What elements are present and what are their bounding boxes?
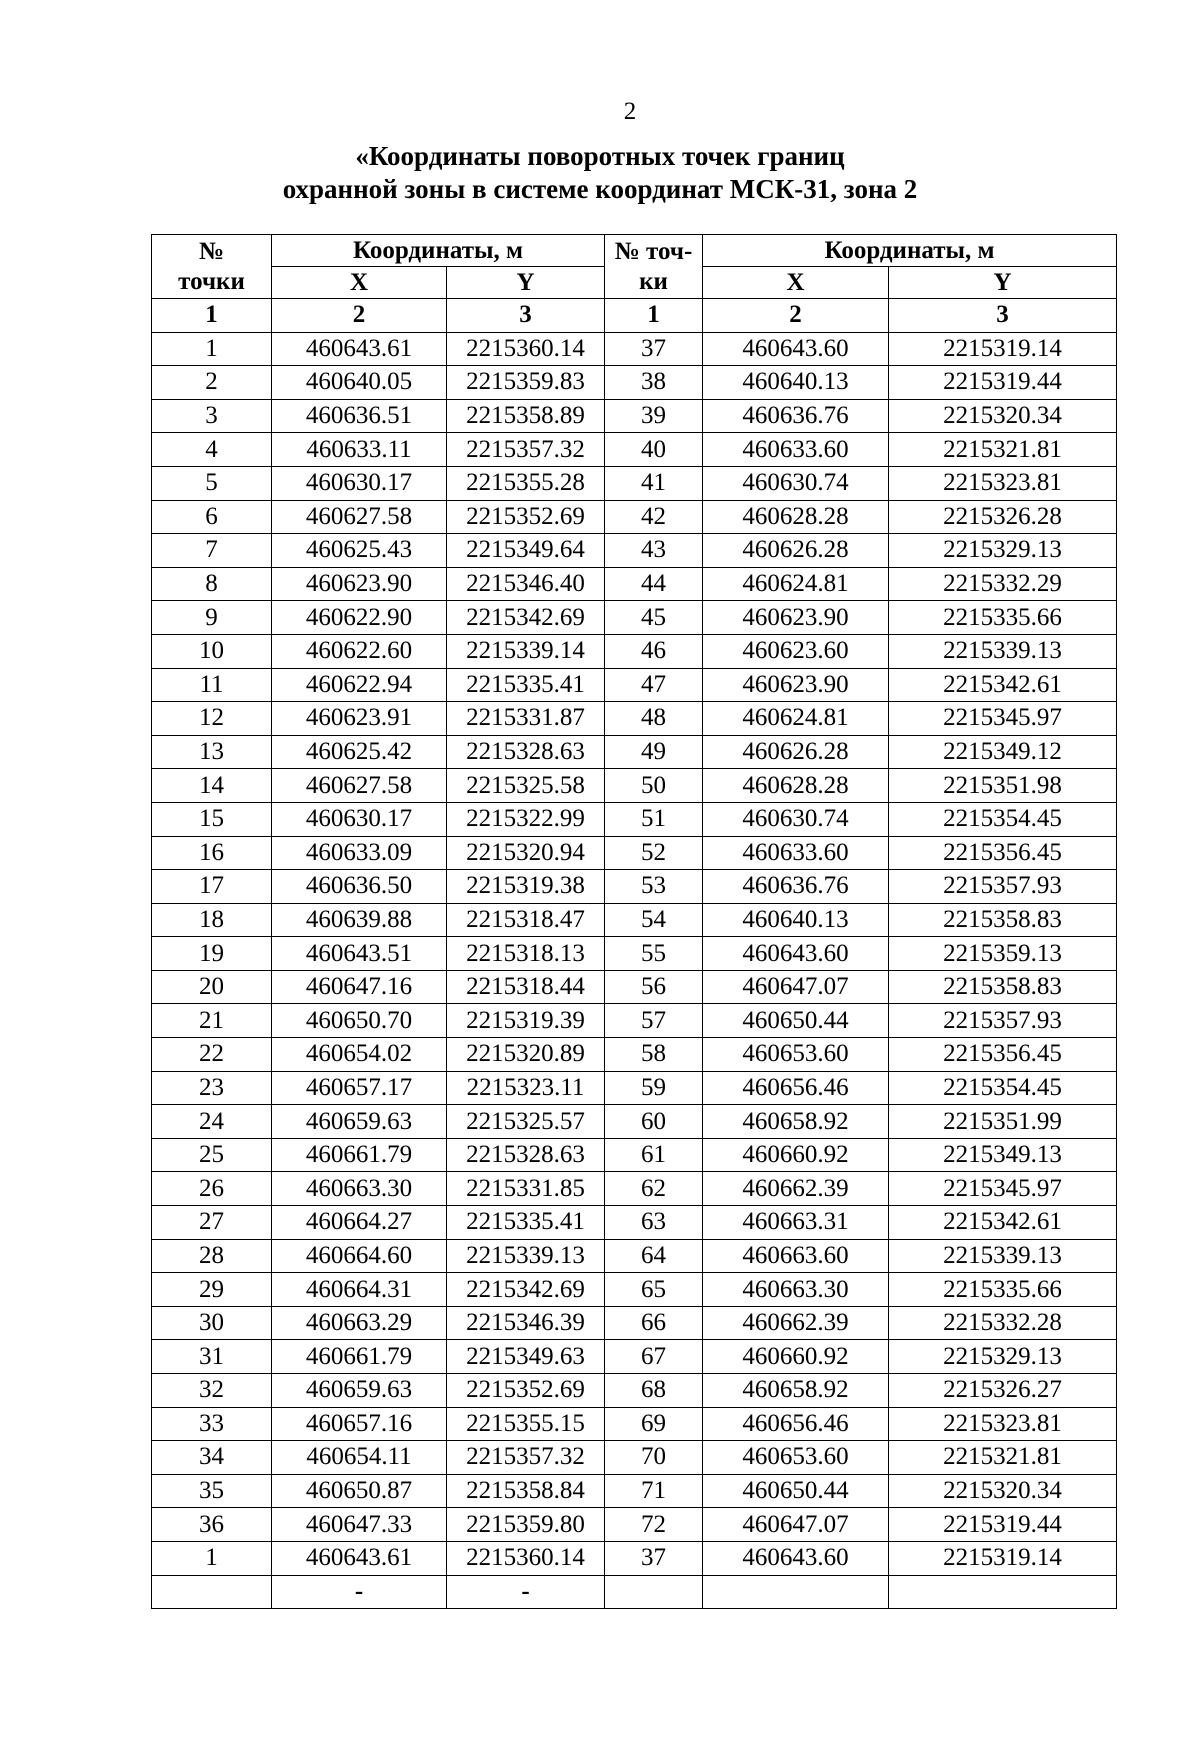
cell-y-left: 2215331.85 [447, 1172, 605, 1206]
table-row [152, 1138, 1117, 1172]
cell-x-left: 460630.17 [272, 802, 447, 836]
cell-point-no-right: 71 [605, 1474, 703, 1508]
cell-x-right: 460656.46 [703, 1071, 889, 1105]
cell-x-right: 460626.28 [703, 534, 889, 568]
header-x-right: X [703, 267, 889, 299]
cell-x-left: 460623.90 [272, 567, 447, 601]
cell-y-right: 2215356.45 [889, 836, 1117, 870]
cell-point-no-left: 7 [152, 534, 272, 568]
cell-point-no-left: 31 [152, 1340, 272, 1374]
cell-x-left: 460647.16 [272, 970, 447, 1004]
header-point-no-left-top: № [198, 237, 225, 265]
cell-point-no-right: 43 [605, 534, 703, 568]
cell-point-no-right: 49 [605, 735, 703, 769]
cell-point-no-left: 2 [152, 366, 272, 400]
cell-x-right: 460663.30 [703, 1273, 889, 1307]
table-row [152, 567, 1117, 601]
cell-y-right: 2215320.34 [889, 1474, 1117, 1508]
cell-x-left: 460650.87 [272, 1474, 447, 1508]
cell-y-left: 2215357.32 [447, 1441, 605, 1475]
header-y-left: Y [447, 267, 605, 299]
cell-point-no-right: 72 [605, 1508, 703, 1542]
table-row [152, 1172, 1117, 1206]
cell-point-no-right: 57 [605, 1004, 703, 1038]
colnum-1-right: 1 [605, 299, 703, 333]
cell-point-no-left: 11 [152, 668, 272, 702]
header-row-1 [152, 235, 1117, 267]
cell-y-right: 2215354.45 [889, 1071, 1117, 1105]
cell-x-right: 460662.39 [703, 1172, 889, 1206]
cell-x-left: 460659.63 [272, 1374, 447, 1408]
cell-point-no-left: 36 [152, 1508, 272, 1542]
cell-x-right: 460658.92 [703, 1105, 889, 1139]
table-row [152, 1071, 1117, 1105]
cell-x-right: 460662.39 [703, 1306, 889, 1340]
page-number: 2 [623, 98, 637, 125]
cell-x-left: 460661.79 [272, 1340, 447, 1374]
cell-y-right: 2215359.13 [889, 937, 1117, 971]
colnum-3-right: 3 [889, 299, 1117, 333]
cell-x-right: 460636.76 [703, 870, 889, 904]
table-row [152, 802, 1117, 836]
cell-x-left: 460636.51 [272, 399, 447, 433]
cell-x-left: 460654.11 [272, 1441, 447, 1475]
cell-x-left: 460647.33 [272, 1508, 447, 1542]
cell-point-no-right: 67 [605, 1340, 703, 1374]
cell-x-right: 460630.74 [703, 802, 889, 836]
cell-x-right: 460643.60 [703, 937, 889, 971]
cell-point-no-left: 16 [152, 836, 272, 870]
cell-point-no-right: 59 [605, 1071, 703, 1105]
cell-y-left: 2215346.39 [447, 1306, 605, 1340]
cell-point-no-right: 44 [605, 567, 703, 601]
cell-x-left: 460639.88 [272, 903, 447, 937]
header-point-no-right-top: № точ- [614, 237, 693, 265]
cell-y-left: 2215357.32 [447, 433, 605, 467]
cell-point-no-left [152, 1575, 272, 1609]
cell-y-right: 2215354.45 [889, 802, 1117, 836]
cell-point-no-right: 37 [605, 1541, 703, 1575]
cell-y-left: 2215339.13 [447, 1239, 605, 1273]
cell-point-no-right: 45 [605, 601, 703, 635]
table-row [152, 466, 1117, 500]
cell-x-right: 460656.46 [703, 1407, 889, 1441]
table-row [152, 399, 1117, 433]
cell-point-no-left: 8 [152, 567, 272, 601]
colnum-1-left: 1 [152, 299, 272, 333]
cell-y-left: 2215352.69 [447, 1374, 605, 1408]
table-row [152, 1038, 1117, 1072]
cell-x-right: 460640.13 [703, 366, 889, 400]
cell-y-right: 2215332.28 [889, 1306, 1117, 1340]
cell-point-no-right: 62 [605, 1172, 703, 1206]
cell-point-no-left: 18 [152, 903, 272, 937]
cell-y-right: 2215351.98 [889, 769, 1117, 803]
cell-x-left: 460630.17 [272, 466, 447, 500]
cell-point-no-left: 13 [152, 735, 272, 769]
cell-x-left: 460659.63 [272, 1105, 447, 1139]
cell-point-no-right: 37 [605, 332, 703, 366]
cell-x-right: 460663.60 [703, 1239, 889, 1273]
cell-y-left: 2215359.80 [447, 1508, 605, 1542]
cell-x-right: 460653.60 [703, 1038, 889, 1072]
cell-x-left: 460663.29 [272, 1306, 447, 1340]
cell-point-no-left: 3 [152, 399, 272, 433]
cell-point-no-left: 22 [152, 1038, 272, 1072]
cell-point-no-left: 4 [152, 433, 272, 467]
table-row [152, 668, 1117, 702]
title-line-2: охранной зоны в системе координат МСК-31, зона 2 [282, 174, 918, 204]
cell-point-no-left: 5 [152, 466, 272, 500]
cell-x-right: 460628.28 [703, 769, 889, 803]
table-row [152, 1105, 1117, 1139]
cell-x-left: 460664.27 [272, 1206, 447, 1240]
cell-y-right: 2215351.99 [889, 1105, 1117, 1139]
cell-x-left: 460622.90 [272, 601, 447, 635]
table-row [152, 534, 1117, 568]
cell-y-right: 2215339.13 [889, 634, 1117, 668]
cell-y-left: 2215328.63 [447, 1138, 605, 1172]
cell-x-left: 460661.79 [272, 1138, 447, 1172]
colnum-2-left: 2 [272, 299, 447, 333]
cell-x-left: 460627.58 [272, 769, 447, 803]
cell-point-no-left: 1 [152, 332, 272, 366]
cell-point-no-right: 48 [605, 702, 703, 736]
cell-y-left: 2215352.69 [447, 500, 605, 534]
cell-point-no-left: 23 [152, 1071, 272, 1105]
cell-x-left: 460657.16 [272, 1407, 447, 1441]
cell-point-no-left: 19 [152, 937, 272, 971]
cell-point-no-left: 26 [152, 1172, 272, 1206]
cell-x-left: 460625.42 [272, 735, 447, 769]
cell-x-left: 460622.94 [272, 668, 447, 702]
cell-y-right: 2215329.13 [889, 534, 1117, 568]
table-row [152, 634, 1117, 668]
cell-y-left: 2215349.63 [447, 1340, 605, 1374]
cell-y-right: 2215321.81 [889, 433, 1117, 467]
cell-x-right: 460626.28 [703, 735, 889, 769]
cell-point-no-right: 40 [605, 433, 703, 467]
cell-x-right: 460647.07 [703, 1508, 889, 1542]
cell-y-left: 2215360.14 [447, 332, 605, 366]
cell-x-left: 460654.02 [272, 1038, 447, 1072]
cell-point-no-right: 38 [605, 366, 703, 400]
cell-x-right: 460623.90 [703, 668, 889, 702]
cell-x-left: 460627.58 [272, 500, 447, 534]
cell-y-right: 2215349.12 [889, 735, 1117, 769]
cell-point-no-right: 53 [605, 870, 703, 904]
cell-point-no-right: 63 [605, 1206, 703, 1240]
cell-y-left: 2215325.58 [447, 769, 605, 803]
table-row [152, 366, 1117, 400]
cell-point-no-right: 41 [605, 466, 703, 500]
header-point-no-right-bottom: ки [639, 267, 668, 295]
cell-y-right: 2215357.93 [889, 1004, 1117, 1038]
cell-y-left: 2215349.64 [447, 534, 605, 568]
cell-point-no-right: 60 [605, 1105, 703, 1139]
table-row [152, 1407, 1117, 1441]
header-point-no-left-bottom: точки [178, 267, 245, 295]
cell-y-right: 2215332.29 [889, 567, 1117, 601]
cell-x-right: 460640.13 [703, 903, 889, 937]
cell-x-left: 460650.70 [272, 1004, 447, 1038]
cell-point-no-left: 25 [152, 1138, 272, 1172]
cell-y-left: 2215318.44 [447, 970, 605, 1004]
cell-x-left: 460664.31 [272, 1273, 447, 1307]
cell-x-left: 460622.60 [272, 634, 447, 668]
header-y-right: Y [889, 267, 1117, 299]
cell-point-no-right: 51 [605, 802, 703, 836]
cell-point-no-right: 39 [605, 399, 703, 433]
cell-x-left: - [272, 1575, 447, 1609]
table-row [152, 769, 1117, 803]
cell-x-right: 460643.60 [703, 1541, 889, 1575]
cell-point-no-left: 27 [152, 1206, 272, 1240]
cell-point-no-left: 1 [152, 1541, 272, 1575]
cell-y-right: 2215356.45 [889, 1038, 1117, 1072]
cell-y-right: 2215345.97 [889, 702, 1117, 736]
cell-y-right: 2215319.14 [889, 1541, 1117, 1575]
cell-y-left: - [447, 1575, 605, 1609]
cell-point-no-right: 55 [605, 937, 703, 971]
cell-x-left: 460657.17 [272, 1071, 447, 1105]
cell-point-no-left: 6 [152, 500, 272, 534]
cell-y-left: 2215359.83 [447, 366, 605, 400]
table-row-last [152, 1575, 1117, 1609]
cell-y-right: 2215323.81 [889, 1407, 1117, 1441]
table-row [152, 332, 1117, 366]
table-row [152, 1004, 1117, 1038]
cell-x-right: 460643.60 [703, 332, 889, 366]
cell-x-right: 460663.31 [703, 1206, 889, 1240]
cell-y-left: 2215342.69 [447, 1273, 605, 1307]
cell-x-right: 460647.07 [703, 970, 889, 1004]
cell-y-right: 2215326.28 [889, 500, 1117, 534]
cell-y-right: 2215319.44 [889, 366, 1117, 400]
cell-y-left: 2215323.11 [447, 1071, 605, 1105]
cell-y-left: 2215346.40 [447, 567, 605, 601]
document-title [0, 140, 1200, 206]
cell-point-no-right: 68 [605, 1374, 703, 1408]
cell-point-no-left: 21 [152, 1004, 272, 1038]
cell-y-right: 2215342.61 [889, 1206, 1117, 1240]
cell-point-no-left: 17 [152, 870, 272, 904]
cell-y-left: 2215335.41 [447, 668, 605, 702]
cell-point-no-right: 58 [605, 1038, 703, 1072]
cell-x-right: 460660.92 [703, 1138, 889, 1172]
cell-x-right: 460658.92 [703, 1374, 889, 1408]
table-row [152, 1474, 1117, 1508]
cell-x-right: 460623.60 [703, 634, 889, 668]
cell-y-right: 2215349.13 [889, 1138, 1117, 1172]
cell-y-right: 2215323.81 [889, 466, 1117, 500]
cell-y-left: 2215358.89 [447, 399, 605, 433]
cell-x-right: 460650.44 [703, 1004, 889, 1038]
cell-x-left: 460633.09 [272, 836, 447, 870]
cell-point-no-left: 14 [152, 769, 272, 803]
cell-point-no-right: 65 [605, 1273, 703, 1307]
cell-point-no-left: 24 [152, 1105, 272, 1139]
cell-y-right: 2215329.13 [889, 1340, 1117, 1374]
table-row [152, 735, 1117, 769]
cell-y-left: 2215355.15 [447, 1407, 605, 1441]
table-row [152, 1508, 1117, 1542]
cell-y-left: 2215355.28 [447, 466, 605, 500]
cell-point-no-right: 64 [605, 1239, 703, 1273]
header-coords-right: Координаты, м [703, 235, 1117, 267]
cell-y-right: 2215357.93 [889, 870, 1117, 904]
cell-y-left: 2215319.38 [447, 870, 605, 904]
cell-y-left: 2215322.99 [447, 802, 605, 836]
cell-point-no-left: 15 [152, 802, 272, 836]
table-row [152, 1206, 1117, 1240]
cell-x-right [703, 1575, 889, 1609]
cell-x-right: 460623.90 [703, 601, 889, 635]
cell-x-right: 460624.81 [703, 702, 889, 736]
cell-point-no-right: 52 [605, 836, 703, 870]
cell-point-no-right: 70 [605, 1441, 703, 1475]
header-column-numbers [152, 299, 1117, 333]
header-point-no-right [605, 235, 703, 299]
table-row [152, 1374, 1117, 1408]
cell-point-no-left: 28 [152, 1239, 272, 1273]
cell-x-right: 460633.60 [703, 433, 889, 467]
table-row [152, 1441, 1117, 1475]
cell-y-right: 2215320.34 [889, 399, 1117, 433]
cell-point-no-right: 50 [605, 769, 703, 803]
cell-point-no-left: 29 [152, 1273, 272, 1307]
cell-y-left: 2215342.69 [447, 601, 605, 635]
cell-point-no-right [605, 1575, 703, 1609]
cell-y-left: 2215360.14 [447, 1541, 605, 1575]
cell-point-no-right: 66 [605, 1306, 703, 1340]
table-row [152, 937, 1117, 971]
cell-y-left: 2215335.41 [447, 1206, 605, 1240]
cell-point-no-right: 69 [605, 1407, 703, 1441]
cell-x-left: 460643.51 [272, 937, 447, 971]
cell-point-no-right: 46 [605, 634, 703, 668]
coordinates-table [151, 234, 1117, 1609]
cell-y-right: 2215319.14 [889, 332, 1117, 366]
cell-point-no-left: 32 [152, 1374, 272, 1408]
cell-x-left: 460636.50 [272, 870, 447, 904]
cell-x-left: 460643.61 [272, 332, 447, 366]
cell-x-right: 460633.60 [703, 836, 889, 870]
table-row [152, 433, 1117, 467]
cell-y-right: 2215358.83 [889, 903, 1117, 937]
cell-x-right: 460630.74 [703, 466, 889, 500]
cell-x-left: 460664.60 [272, 1239, 447, 1273]
cell-x-left: 460633.11 [272, 433, 447, 467]
cell-y-right: 2215321.81 [889, 1441, 1117, 1475]
cell-x-left: 460625.43 [272, 534, 447, 568]
table-row [152, 1541, 1117, 1575]
table-row [152, 903, 1117, 937]
cell-y-right: 2215335.66 [889, 601, 1117, 635]
cell-point-no-left: 12 [152, 702, 272, 736]
cell-y-right: 2215326.27 [889, 1374, 1117, 1408]
colnum-3-left: 3 [447, 299, 605, 333]
table-row [152, 870, 1117, 904]
cell-y-left: 2215331.87 [447, 702, 605, 736]
cell-y-left: 2215318.47 [447, 903, 605, 937]
colnum-2-right: 2 [703, 299, 889, 333]
table-row [152, 1273, 1117, 1307]
table-row [152, 970, 1117, 1004]
table-row [152, 1340, 1117, 1374]
cell-y-left: 2215325.57 [447, 1105, 605, 1139]
cell-x-right: 460628.28 [703, 500, 889, 534]
cell-y-left: 2215358.84 [447, 1474, 605, 1508]
cell-point-no-right: 54 [605, 903, 703, 937]
cell-point-no-left: 35 [152, 1474, 272, 1508]
header-x-left: X [272, 267, 447, 299]
table-body [152, 332, 1117, 1609]
cell-point-no-left: 20 [152, 970, 272, 1004]
cell-point-no-right: 42 [605, 500, 703, 534]
cell-x-right: 460650.44 [703, 1474, 889, 1508]
table-row [152, 836, 1117, 870]
cell-x-right: 460624.81 [703, 567, 889, 601]
title-line-1: «Координаты поворотных точек границ [355, 141, 845, 171]
cell-point-no-left: 30 [152, 1306, 272, 1340]
cell-y-right: 2215358.83 [889, 970, 1117, 1004]
cell-x-left: 460640.05 [272, 366, 447, 400]
cell-y-left: 2215320.94 [447, 836, 605, 870]
header-point-no-left [152, 235, 272, 299]
cell-y-right: 2215345.97 [889, 1172, 1117, 1206]
cell-x-left: 460623.91 [272, 702, 447, 736]
table-row [152, 1306, 1117, 1340]
cell-y-right: 2215339.13 [889, 1239, 1117, 1273]
cell-point-no-left: 34 [152, 1441, 272, 1475]
cell-y-left: 2215339.14 [447, 634, 605, 668]
cell-y-right: 2215342.61 [889, 668, 1117, 702]
table-row [152, 601, 1117, 635]
cell-y-right: 2215319.44 [889, 1508, 1117, 1542]
cell-y-left: 2215319.39 [447, 1004, 605, 1038]
table-row [152, 702, 1117, 736]
cell-point-no-right: 61 [605, 1138, 703, 1172]
header-coords-left: Координаты, м [272, 235, 605, 267]
cell-x-left: 460663.30 [272, 1172, 447, 1206]
cell-point-no-left: 9 [152, 601, 272, 635]
table-row [152, 1239, 1117, 1273]
cell-y-left: 2215328.63 [447, 735, 605, 769]
cell-y-left: 2215320.89 [447, 1038, 605, 1072]
cell-point-no-left: 10 [152, 634, 272, 668]
cell-y-right: 2215335.66 [889, 1273, 1117, 1307]
cell-x-right: 460660.92 [703, 1340, 889, 1374]
cell-y-left: 2215318.13 [447, 937, 605, 971]
cell-point-no-left: 33 [152, 1407, 272, 1441]
cell-x-right: 460653.60 [703, 1441, 889, 1475]
table-row [152, 500, 1117, 534]
cell-point-no-right: 56 [605, 970, 703, 1004]
cell-y-right [889, 1575, 1117, 1609]
cell-point-no-right: 47 [605, 668, 703, 702]
cell-x-left: 460643.61 [272, 1541, 447, 1575]
cell-x-right: 460636.76 [703, 399, 889, 433]
